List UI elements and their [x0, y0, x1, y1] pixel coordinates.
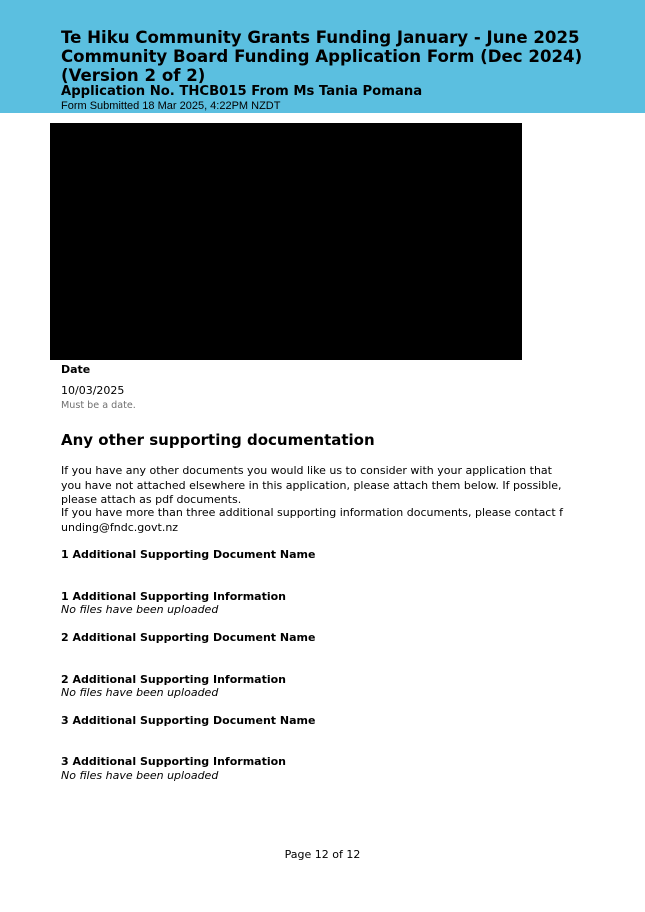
- section-title: Any other supporting documentation: [61, 431, 375, 449]
- document-name-2-label: 2 Additional Supporting Document Name: [61, 631, 316, 644]
- section-paragraph-contact: If you have more than three additional supporting information documents, please contact funding@fndc.govt.nz: [61, 506, 564, 534]
- document-name-3-label: 3 Additional Supporting Document Name: [61, 714, 316, 727]
- application-number: Application No. THCB015 From Ms Tania Pomana: [61, 84, 423, 99]
- form-header: [0, 0, 645, 113]
- supporting-info-1-label: 1 Additional Supporting Information: [61, 590, 286, 603]
- form-title: Te Hiku Community Grants Funding January - June 2025 Community Board Funding Application Form (Dec 2024) (Version 2 of 2): [61, 28, 583, 85]
- section-paragraph-instructions: If you have any other documents you would like us to consider with your application that you have not attached elsewhere in this application, please attach them below. If possible, please attach as pdf documents.: [61, 464, 562, 506]
- date-label: Date: [61, 363, 91, 376]
- submitted-timestamp: Form Submitted 18 Mar 2025, 4:22PM NZDT: [61, 100, 281, 112]
- supporting-info-3-label: 3 Additional Supporting Information: [61, 755, 286, 768]
- document-name-1-label: 1 Additional Supporting Document Name: [61, 548, 316, 561]
- redacted-area: [50, 123, 522, 360]
- supporting-info-3-value: No files have been uploaded: [61, 769, 219, 782]
- date-hint: Must be a date.: [61, 400, 136, 411]
- supporting-info-2-label: 2 Additional Supporting Information: [61, 673, 286, 686]
- supporting-info-2-value: No files have been uploaded: [61, 686, 219, 699]
- page-number: Page 12 of 12: [284, 848, 361, 861]
- date-value: 10/03/2025: [61, 384, 125, 397]
- supporting-info-1-value: No files have been uploaded: [61, 603, 219, 616]
